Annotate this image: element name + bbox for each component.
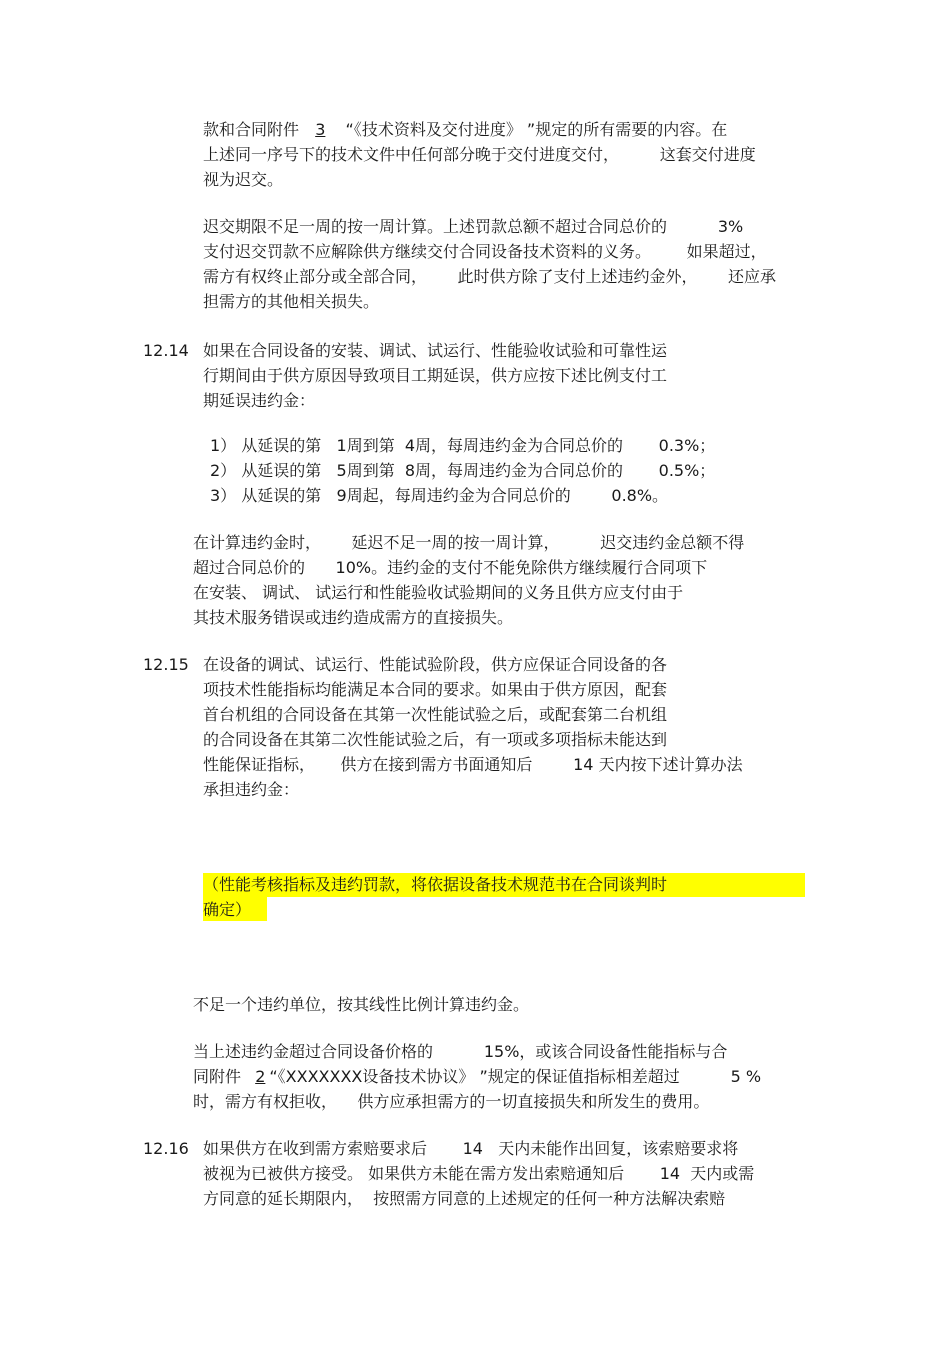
list-item: 3） 从延误的第 9周起，每周违约金为合同总价的 0.8%。 — [210, 486, 669, 505]
section-line5: 性能保证指标， 供方在接到需方书面通知后 14 天内按下述计算办法 — [203, 755, 743, 774]
section-line6: 承担违约金： — [203, 780, 300, 799]
section-line1: 如果在合同设备的安装、调试、试运行、性能验收试验和可靠性运 — [203, 341, 668, 360]
section-line2: 行期间由于供方原因导致项目工期延误，供方应按下述比例支付工 — [203, 366, 668, 385]
attachment-number: 2 — [255, 1067, 266, 1086]
block2-line4: 担需方的其他相关损失。 — [203, 292, 380, 311]
text: “《技术资料及交付进度》 ”规定的所有需要的内容。在 — [345, 120, 728, 139]
block4-line1: 不足一个违约单位，按其线性比例计算违约金。 — [193, 995, 530, 1014]
section-line1: 如果供方在收到需方索赔要求后 14 天内未能作出回复，该索赔要求将 — [203, 1139, 739, 1158]
highlight-line2: 确定） — [203, 900, 252, 919]
section-line4: 的合同设备在其第二次性能试验之后，有一项或多项指标未能达到 — [203, 730, 668, 749]
text: 同附件 — [193, 1067, 242, 1086]
section-line2: 项技术性能指标均能满足本合同的要求。如果由于供方原因，配套 — [203, 680, 668, 699]
list-item: 1） 从延误的第 1周到第 4周，每周违约金为合同总价的 0.3%； — [210, 436, 716, 455]
block3-line1: 在计算违约金时， 延迟不足一周的按一周计算， 迟交违约金总额不得 — [193, 533, 745, 552]
attachment-number: 3 — [315, 120, 326, 139]
list-item: 2） 从延误的第 5周到第 8周，每周违约金为合同总价的 0.5%； — [210, 461, 716, 480]
section-line2: 被视为已被供方接受。 如果供方未能在需方发出索赔通知后 14 天内或需 — [203, 1164, 755, 1183]
block1-line3: 视为迟交。 — [203, 170, 284, 189]
section-number: 12.16 — [143, 1139, 189, 1158]
block2-line2: 支付迟交罚款不应解除供方继续交付合同设备技术资料的义务。 如果超过， — [203, 242, 767, 261]
text: 款和合同附件 — [203, 120, 300, 139]
section-line1: 在设备的调试、试运行、性能试验阶段，供方应保证合同设备的各 — [203, 655, 668, 674]
section-line3: 期延误违约金： — [203, 391, 316, 410]
section-number: 12.15 — [143, 655, 189, 674]
highlight-line1: （性能考核指标及违约罚款，将依据设备技术规范书在合同谈判时 — [203, 875, 668, 894]
section-line3: 方同意的延长期限内， 按照需方同意的上述规定的任何一种方法解决索赔 — [203, 1189, 726, 1208]
block2-line1: 迟交期限不足一周的按一周计算。上述罚款总额不超过合同总价的 3% — [203, 217, 744, 236]
section-number: 12.14 — [143, 341, 189, 360]
block1-line1 — [203, 120, 727, 140]
text: “《XXXXXXX设备技术协议》 ”规定的保证值指标相差超过 5 % — [269, 1067, 762, 1086]
block5-line2 — [193, 1067, 761, 1087]
block5-line1: 当上述违约金超过合同设备价格的 15%，或该合同设备性能指标与合 — [193, 1042, 728, 1061]
block1-line2: 上述同一序号下的技术文件中任何部分晚于交付进度交付， 这套交付进度 — [203, 145, 756, 164]
block2-line3: 需方有权终止部分或全部合同， 此时供方除了支付上述违约金外， 还应承 — [203, 267, 777, 286]
block3-line3: 在安装、 调试、 试运行和性能验收试验期间的义务且供方应支付由于 — [193, 583, 684, 602]
section-line3: 首台机组的合同设备在其第一次性能试验之后，或配套第二台机组 — [203, 705, 668, 724]
block5-line3: 时，需方有权拒收， 供方应承担需方的一切直接损失和所发生的费用。 — [193, 1092, 710, 1111]
block3-line4: 其技术服务错误或违约造成需方的直接损失。 — [193, 608, 514, 627]
block3-line2: 超过合同总价的 10%。违约金的支付不能免除供方继续履行合同项下 — [193, 558, 708, 577]
